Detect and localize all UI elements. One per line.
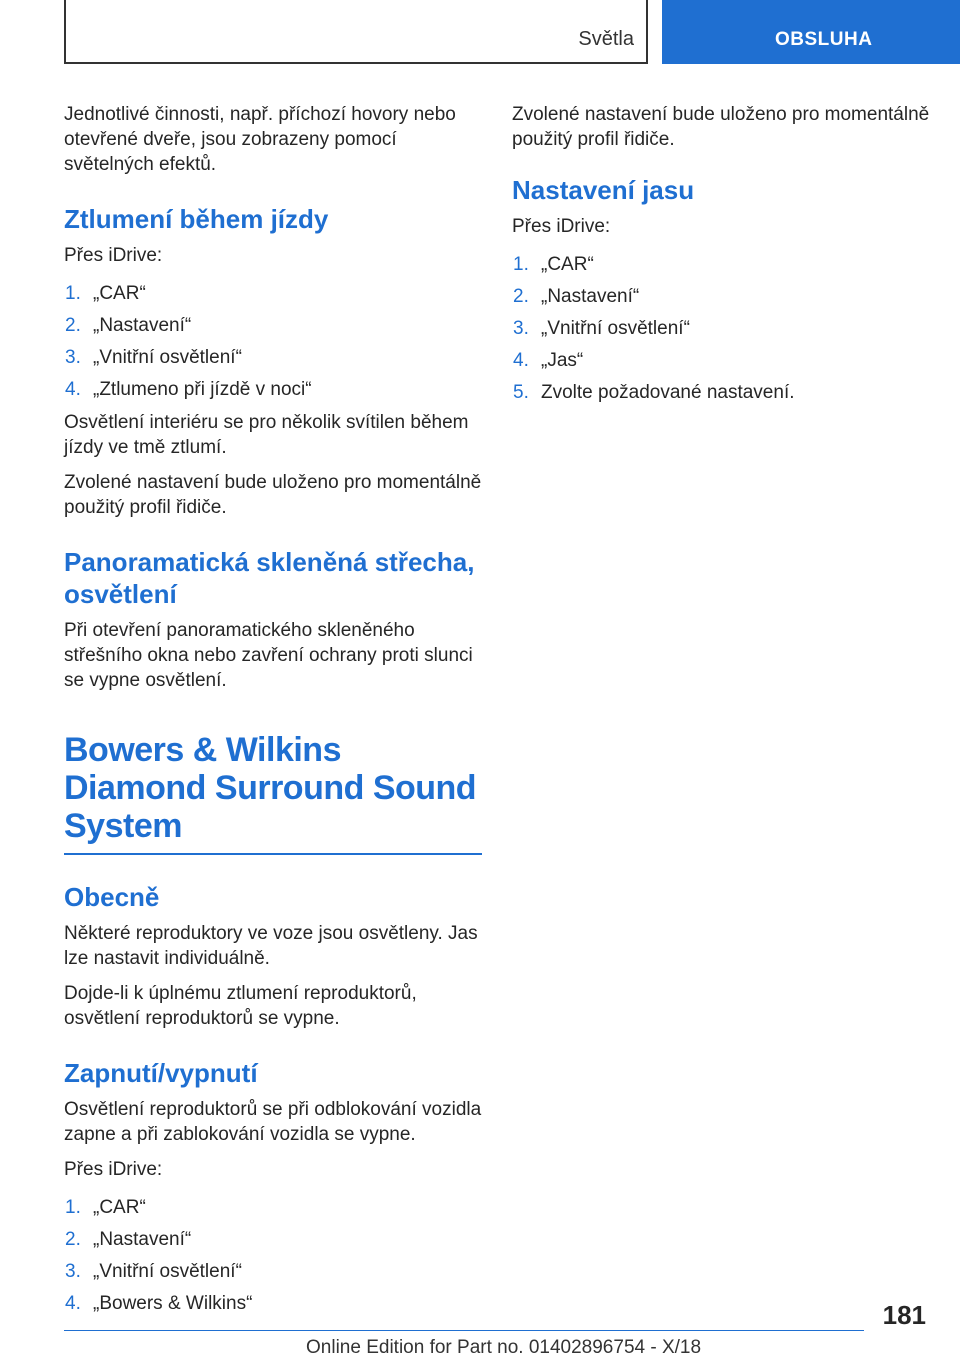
chapter-title: Světla	[578, 28, 634, 50]
list-item: 3. „Vnitřní osvětlení“	[65, 1261, 242, 1282]
general-paragraph-1: Některé reproduktory ve voze jsou osvětleny. Jas lze nastavit individuálně.	[64, 923, 478, 969]
footer-divider	[64, 1330, 864, 1331]
roof-heading: Panoramatická skleněná střecha, osvětlení	[64, 547, 475, 609]
dim-lead: Přes iDrive:	[64, 245, 163, 266]
brightness-lead: Přes iDrive:	[512, 216, 611, 237]
list-item: 1. „CAR“	[65, 283, 146, 304]
section-label: OBSLUHA	[775, 29, 873, 50]
onoff-paragraph: Osvětlení reproduktorů se při odblokování vozidla zapne a při zablokování vozidla se vypne.	[64, 1099, 482, 1145]
onoff-steps	[64, 1192, 482, 1320]
dim-paragraph-1: Osvětlení interiéru se pro několik svítilen během jízdy ve tmě ztlumí.	[64, 412, 469, 458]
roof-paragraph: Při otevření panoramatického skleněného střešního okna nebo zavření ochrany proti slunci se vypne osvětlení.	[64, 620, 473, 691]
brightness-steps	[512, 249, 930, 409]
list-item: 2. „Nastavení“	[65, 1229, 192, 1250]
list-item: 4. „Jas“	[513, 350, 584, 371]
left-column	[64, 102, 482, 1324]
general-heading: Obecně	[64, 882, 160, 912]
bw-title: Bowers & Wilkins Diamond Surround Sound System	[64, 731, 482, 855]
list-item: 4. „Ztlumeno při jízdě v noci“	[65, 379, 312, 400]
dim-steps	[64, 278, 482, 406]
page-number: 181	[882, 1300, 926, 1330]
list-item: 1. „CAR“	[65, 1197, 146, 1218]
dim-paragraph-2: Zvolené nastavení bude uloženo pro momentálně použitý profil řidiče.	[64, 472, 482, 518]
general-paragraph-2: Dojde-li k úplnému ztlumení reproduktorů, osvětlení reproduktorů se vypne.	[64, 983, 417, 1029]
brightness-heading: Nastavení jasu	[512, 175, 695, 205]
list-item: 3. „Vnitřní osvětlení“	[65, 347, 242, 368]
list-item: 2. „Nastavení“	[513, 286, 640, 307]
list-item: 3. „Vnitřní osvětlení“	[513, 318, 690, 339]
header-chapter-tab	[64, 0, 648, 64]
right-column	[512, 102, 930, 413]
list-item: 4. „Bowers & Wilkins“	[65, 1293, 253, 1314]
list-item: 5. Zvolte požadované nastavení.	[513, 382, 795, 403]
right-intro-paragraph: Zvolené nastavení bude uloženo pro momentálně použitý profil řidiče.	[512, 104, 930, 150]
onoff-lead: Přes iDrive:	[64, 1159, 163, 1180]
edition-text: Online Edition for Part no. 01402896754 - X/18	[306, 1337, 702, 1358]
list-item: 2. „Nastavení“	[65, 315, 192, 336]
intro-paragraph: Jednotlivé činnosti, např. příchozí hovory nebo otevřené dveře, jsou zobrazeny pomocí světelných efektů.	[64, 104, 456, 175]
onoff-heading: Zapnutí/vypnutí	[64, 1058, 258, 1088]
header-section-tab	[662, 0, 960, 64]
hand-pointer-icon	[0, 0, 30, 64]
list-item: 1. „CAR“	[513, 254, 594, 275]
dim-heading: Ztlumení během jízdy	[64, 204, 329, 234]
